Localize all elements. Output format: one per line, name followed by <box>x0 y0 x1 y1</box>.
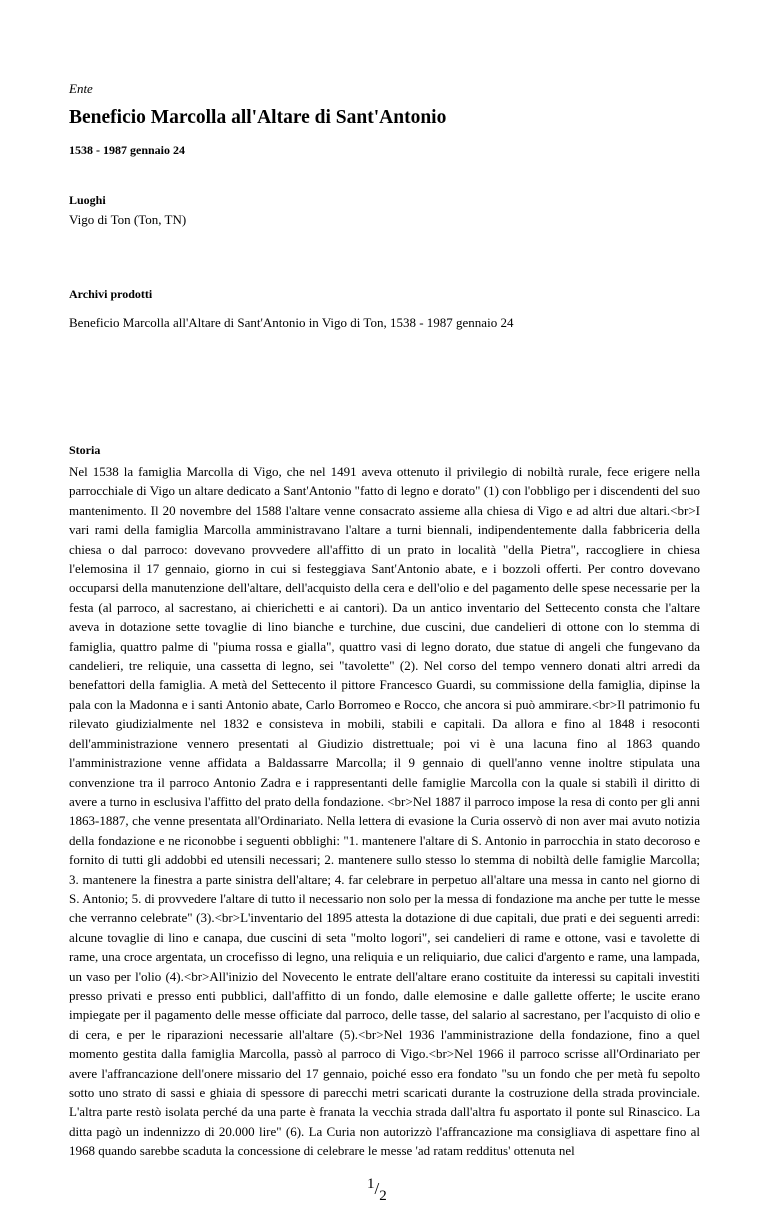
luoghi-value: Vigo di Ton (Ton, TN) <box>69 212 187 227</box>
page-number: $^1/_2$ <box>367 1175 387 1204</box>
archivi-heading: Archivi prodotti <box>69 287 153 301</box>
date-range: 1538 - 1987 gennaio 24 <box>69 143 186 157</box>
record-type-label: Ente <box>69 81 93 96</box>
archivi-value: Beneficio Marcolla all'Altare di Sant'Antonio in Vigo di Ton, 1538 - 1987 gennaio 24 <box>69 315 514 330</box>
page-title: Beneficio Marcolla all'Altare di Sant'Antonio <box>69 107 447 128</box>
luoghi-heading: Luoghi <box>69 193 106 207</box>
page-total: 2 <box>379 1187 387 1204</box>
storia-heading: Storia <box>69 443 101 457</box>
storia-text: Nel 1538 la famiglia Marcolla di Vigo, che nel 1491 aveva ottenuto il privilegio di nobiltà rurale, fece erigere nella parrocchiale di Vigo un altare dedicato a Sant'Antonio "fatto di legno e dorato" (1) con l'obbligo per i discendenti del suo mantenimento. Il 20 novembre del 1588 l'altare venne consacrato assieme alla chiesa di Vigo e ad altri due altari.<br>I vari rami della famiglia Marcolla amministravano l'altare a turni biennali, indipendentemente dalla fabbriceria della chiesa o dal parroco: dovevano provvedere all'affitto di un prato in località "della Pietra", raccogliere in chiesa l'elemosina il 17 gennaio, giorno in cui si festeggiava Sant'Antonio abate, e i bozzoli offerti. Per contro dovevano occuparsi della manutenzione dell'altare, dell'acquisto della cera e dell'olio e del pagamento delle spese necessarie per la festa (al parroco, al sacrestano, ai chierichetti e ai cantori). Da un antico inventario del Settecento consta che l'altare aveva in dotazione sette tovaglie di lino bianche e turchine, due cuscini, due candelieri di ottone con lo stemma di famiglia, quattro palme di "piuma rossa e gialla", quattro vasi di legno dorato, due statue di angeli che fungevano da candelieri, tre reliquie, una cassetta di legno, sei "tavolette" (2). Nel corso del tempo vennero donati altri arredi da benefattori della famiglia. A metà del Settecento il pittore Francesco Guardi, su commissione della famiglia, dipinse la pala con la Madonna e i santi Antonio abate, Carlo Borromeo e Rocco, che ancora si può ammirare.<br>Il patrimonio fu rilevato giudizialmente nel 1832 e consisteva in mobili, stabili e capitali. Da allora e fino al 1848 i resoconti dell'amministrazione vennero presentati al Giudizio distrettuale; poi vi è una lacuna fino al 1863 quando l'amministrazione venne affidata a Baldassarre Marcolla; il 9 gennaio di quell'anno venne inoltre stipulata una convenzione tra il parroco Antonio Zadra e i rappresentanti delle famiglie Marcolla con la quale si stabilì il diritto di avere a turno in esclusiva l'affitto del prato della fondazione. <br>Nel 1887 il parroco impose la resa di conto per gli anni 1863-1887, che venne presentata all'Ordinariato. Nella lettera di evasione la Curia osservò di non aver mai avuto notizia della fondazione e ne riconobbe i seguenti obblighi: "1. mantenere l'altare di S. Antonio in parrocchia in stato decoroso e fornito di tutti gli addobbi ed utensili necessari; 2. mantenere sullo stesso lo stemma di nobiltà delle famiglie Marcolla; 3. mantenere la finestra a parte sinistra dell'altare; 4. far celebrare in perpetuo all'altare una messa in canto nel giorno di S. Antonio; 5. di provvedere l'altare di tutto il necessario non solo per la messa di fondazione ma anche per tutte le messe che verranno celebrate" (3).<br>L'inventario del 1895 attesta la dotazione di due capitali, due prati e dei seguenti arredi: alcune tovaglie di lino e canapa, due cuscini di seta "molto logori", sei candelieri di rame e ottone, vasi e tavolette di rame, una croce argentata, un crocefisso di legno, una reliquia e un reliquiario, due calici d'argento e rame, una lampada, un vaso per l'olio (4).<br>All'inizio del Novecento le entrate dell'altare erano costituite da interessi su capitali investiti presso privati e presso enti pubblici, dall'affitto di un fondo, dalle elemosine e dalle gallette offerte; le uscite erano impiegate per il pagamento delle messe officiate dal parroco, delle tasse, del salario al sacrestano, per l'acquisto di olio e di cera, e per le riparazioni necessarie all'altare (5).<br>Nel 1936 l'amministrazione della fondazione, fino a quel momento gestita dalla famiglia Marcolla, passò al parroco di Vigo.<br>Nel 1966 il parroco scrisse all'Ordinariato per avere l'affrancazione dell'onere missario del 17 gennaio, poiché esso era fondato "su un fondo che per metà fu sepolto sotto uno strato di sassi e ghiaia di spessore di parecchi metri scaricati durante la costruzione della strada provinciale. L'altra parte restò isolata perché da una parte è franata la vecchia strada dall'altra fu asportato il ponte sul Rinascico. La ditta pagò un indennizzo di 20.000 lire" (6). La Curia non autorizzò l'affrancazione ma consigliava di aspettare fino al 1968 quando sarebbe scaduta la concessione di celebrare le messe 'ad ratam redditus' ottenuta nel <box>69 464 700 1159</box>
page-current: 1 <box>367 1175 375 1192</box>
